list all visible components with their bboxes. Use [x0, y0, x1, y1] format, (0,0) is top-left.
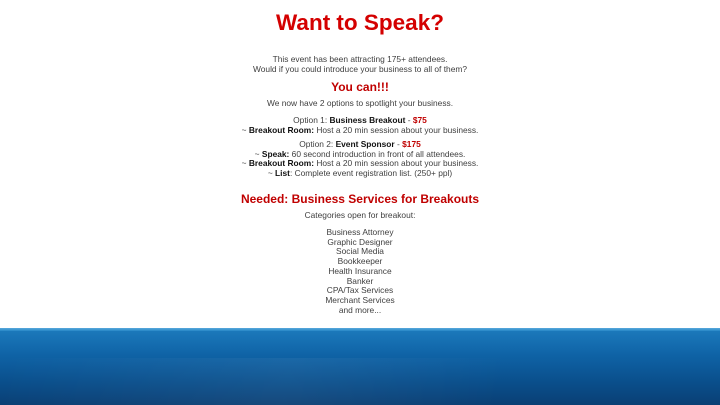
option-2-detail-1-text: 60 second introduction in front of all attendees. [289, 148, 466, 159]
option-2-detail-2-label: Breakout Room: [248, 158, 315, 169]
option-2-detail-3 [0, 169, 720, 179]
option-2 [0, 140, 720, 179]
option-2-detail-1-label: Speak: [261, 148, 290, 159]
option-2-name: Event Sponsor [335, 139, 395, 149]
option-1-name: Business Breakout [329, 115, 406, 125]
footer-band-edge [0, 328, 720, 331]
categories-intro-line: Categories open for breakout: [304, 210, 416, 220]
option-2-sep: - [394, 139, 403, 149]
option-2-price: $175 [402, 139, 421, 149]
option-1-price: $75 [412, 115, 427, 125]
list-item: Health Insurance [328, 265, 392, 276]
list-item: Business Attorney [326, 227, 394, 237]
page-title: Want to Speak? [276, 10, 444, 35]
you-can-heading: You can!!! [331, 80, 389, 94]
option-1-detail [0, 126, 720, 136]
list-item: Social Media [336, 246, 384, 257]
option-2-detail-1-prefix: ~ [254, 148, 262, 159]
option-2-detail-2-prefix: ~ [241, 158, 249, 169]
option-2-detail-3-label: List [275, 168, 290, 179]
option-2-detail-2-text: Host a 20 min session about your business. [314, 158, 479, 169]
option-1-sep: - [405, 115, 413, 125]
footer-blue-band [0, 328, 720, 405]
categories-intro [0, 211, 720, 221]
option-1-detail-label: Breakout Room: [248, 124, 315, 135]
list-item: Merchant Services [325, 294, 395, 305]
option-1-detail-prefix: ~ [241, 124, 249, 135]
option-1 [0, 116, 720, 135]
intro-line-2: Would if you could introduce your business to all of them? [253, 63, 467, 74]
option-1-detail-text: Host a 20 min session about your business. [314, 124, 479, 135]
categories-list [0, 228, 720, 315]
option-2-detail-3-prefix: ~ [267, 168, 276, 179]
list-item: Bookkeeper [337, 256, 383, 267]
intro-text [0, 55, 720, 74]
needed-heading: Needed: Business Services for Breakouts [240, 192, 480, 206]
options-intro-line: We now have 2 options to spotlight your business. [266, 98, 454, 108]
options-intro [0, 99, 720, 109]
list-item: Banker [346, 275, 374, 286]
option-2-detail-3-text: : Complete event registration list. (250+ ppl) [289, 168, 453, 179]
list-item: and more... [338, 304, 382, 315]
list-item: CPA/Tax Services [326, 285, 394, 296]
list-item: Graphic Designer [327, 236, 393, 247]
option-2-prefix: Option 2: [299, 139, 336, 149]
footer-band-sheen [0, 358, 720, 405]
option-1-prefix: Option 1: [293, 115, 330, 125]
intro-line-1: This event has been attracting 175+ attendees. [272, 54, 448, 64]
